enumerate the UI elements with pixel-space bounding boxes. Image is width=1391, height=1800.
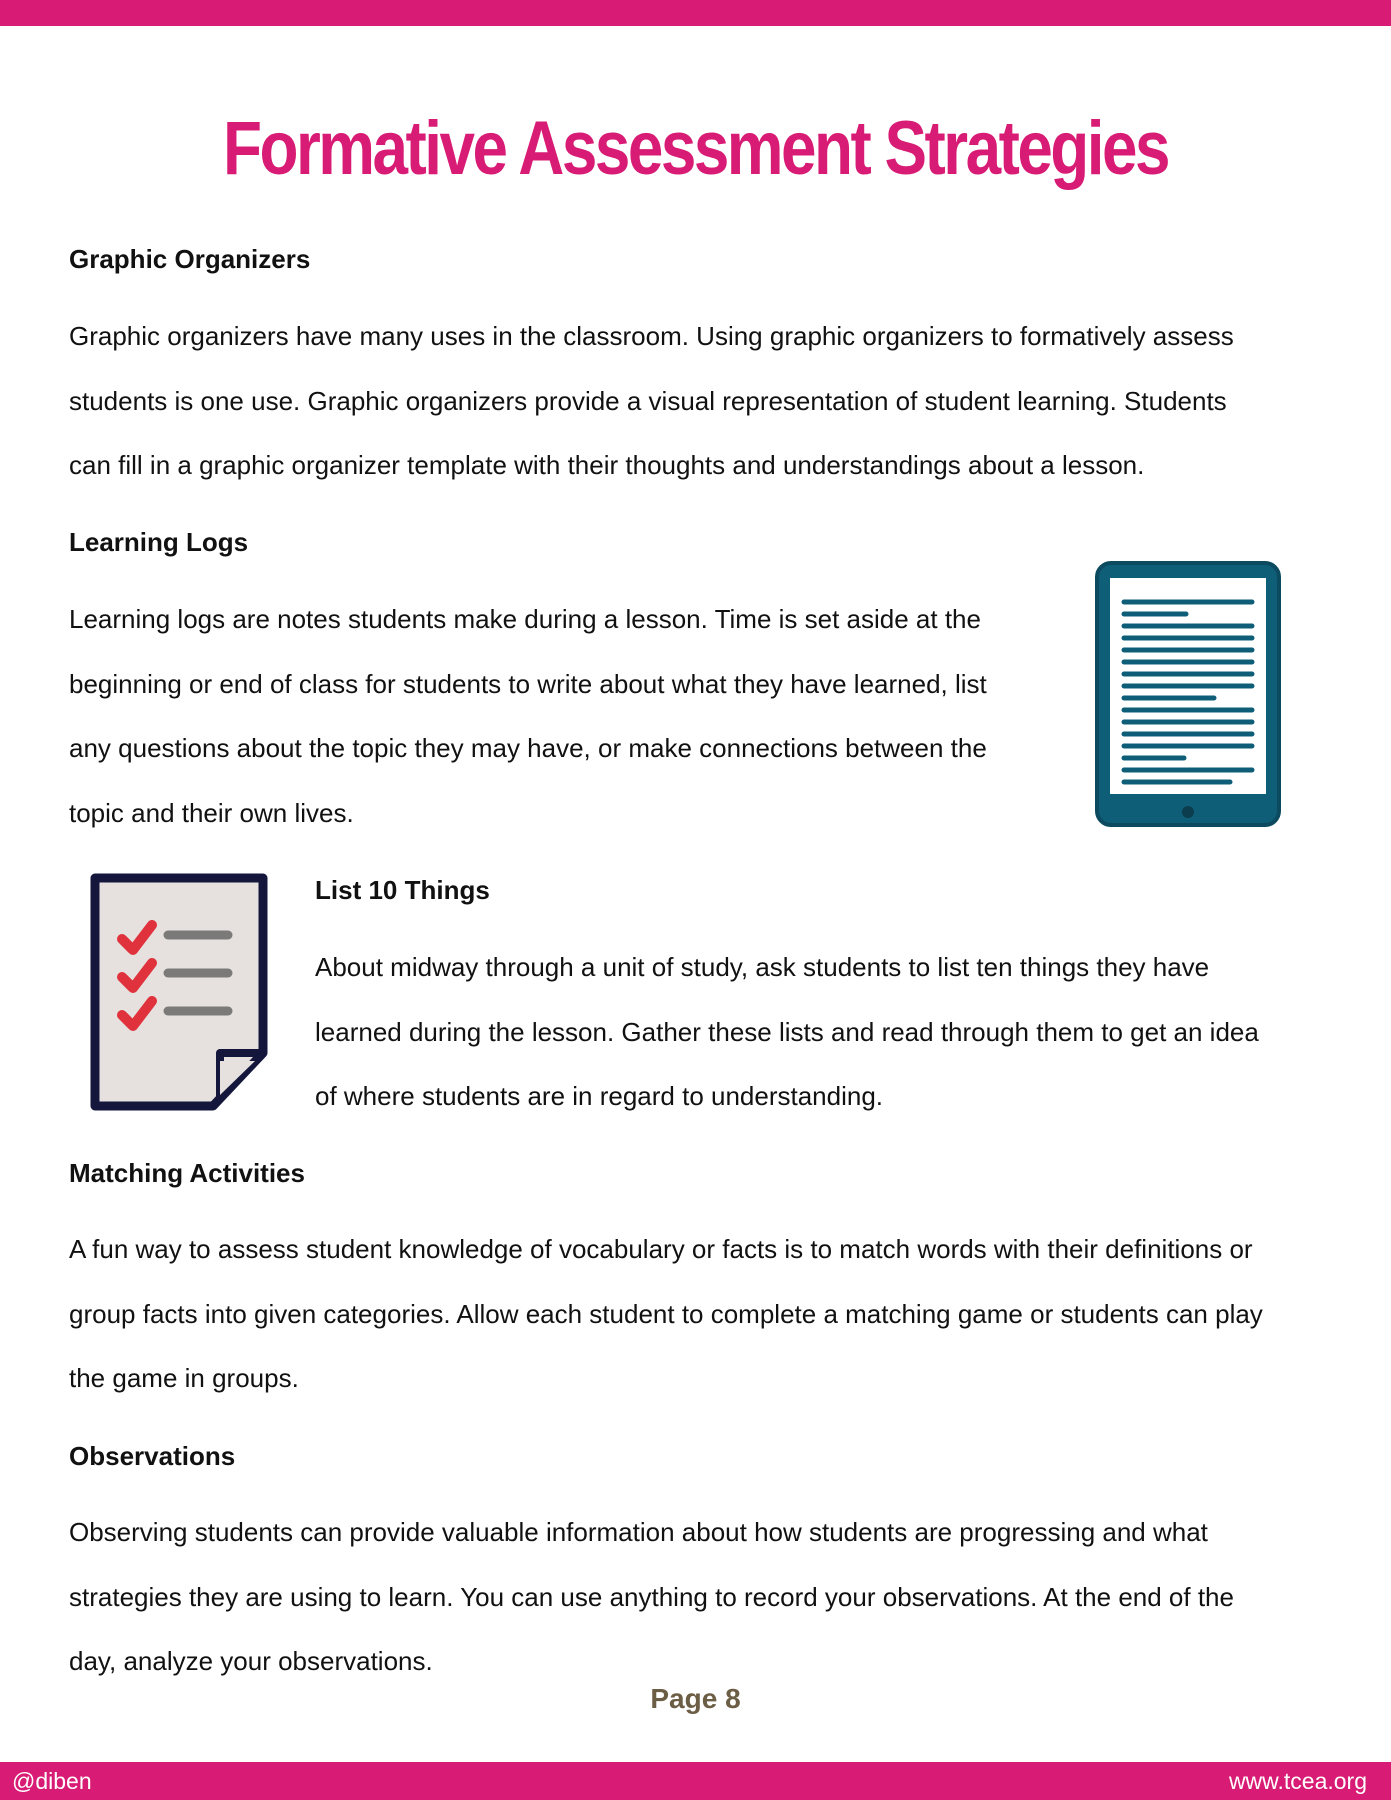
paragraph-matching-activities — [69, 1217, 1263, 1411]
text-line: can fill in a graphic organizer template with their thoughts and understandings about a lesson. — [69, 450, 1145, 480]
heading-learning-logs: Learning Logs — [69, 527, 249, 557]
checklist-icon — [90, 873, 268, 1111]
paragraph-list-10-things — [315, 935, 1259, 1129]
footer-website: www.tcea.org — [1228, 1768, 1367, 1794]
text-line: the game in groups. — [69, 1363, 299, 1393]
text-line: day, analyze your observations. — [69, 1646, 433, 1676]
paragraph-observations — [69, 1500, 1234, 1694]
paragraph-learning-logs — [69, 587, 987, 845]
footer-bar — [0, 1762, 1391, 1800]
text-line: Graphic organizers have many uses in the classroom. Using graphic organizers to formatively assess — [69, 321, 1234, 351]
heading-matching-activities: Matching Activities — [69, 1158, 305, 1188]
text-line: learned during the lesson. Gather these lists and read through them to get an idea — [315, 1016, 1259, 1047]
text-line: About midway through a unit of study, ask students to list ten things they have — [315, 952, 1210, 982]
text-line: A fun way to assess student knowledge of vocabulary or facts is to match words with their definitions or — [69, 1234, 1253, 1264]
text-line: topic and their own lives. — [69, 797, 354, 828]
text-line: of where students are in regard to understanding. — [315, 1081, 884, 1111]
page-title: Formative Assessment Strategies — [223, 106, 1168, 191]
tablet-icon — [1094, 560, 1282, 828]
footer-handle: @diben — [12, 1768, 92, 1794]
text-line: Learning logs are notes students make during a lesson. Time is set aside at the — [69, 604, 981, 634]
text-line: any questions about the topic they may have, or make connections between the — [69, 733, 987, 763]
heading-list-10-things: List 10 Things — [315, 875, 490, 905]
text-line: strategies they are using to learn. You can use anything to record your observations. At the end of the — [69, 1581, 1234, 1612]
text-line: beginning or end of class for students to write about what they have learned, list — [69, 668, 987, 699]
paragraph-graphic-organizers — [69, 304, 1234, 498]
text-line: group facts into given categories. Allow each student to complete a matching game or students can play — [69, 1298, 1263, 1329]
top-accent-bar — [0, 0, 1391, 26]
heading-observations: Observations — [69, 1441, 236, 1471]
text-line: students is one use. Graphic organizers provide a visual representation of student learning. Students — [69, 385, 1227, 416]
text-line: Observing students can provide valuable information about how students are progressing and what — [69, 1517, 1208, 1547]
heading-graphic-organizers: Graphic Organizers — [69, 244, 311, 274]
page-number: Page 8 — [650, 1683, 741, 1714]
